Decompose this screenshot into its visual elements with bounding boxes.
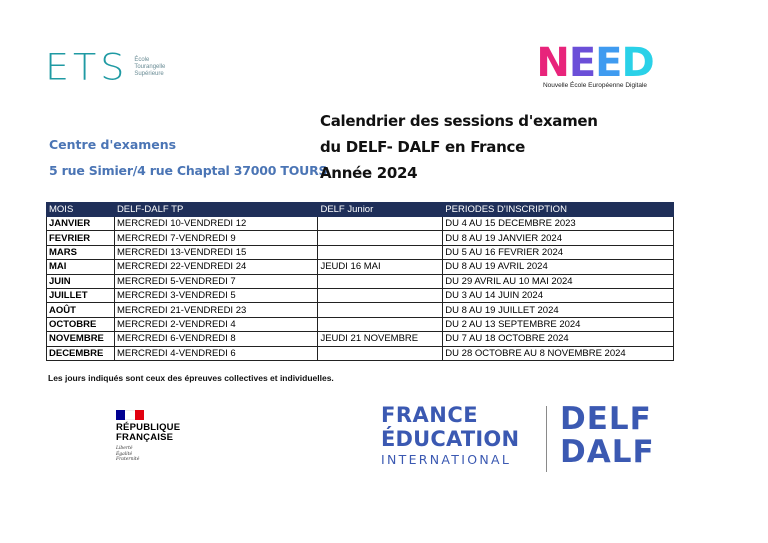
cell-delf-dalf-tp: MERCREDI 6-VENDREDI 8	[114, 332, 318, 346]
cell-month: OCTOBRE	[47, 317, 115, 331]
fei-line-3: INTERNATIONAL	[381, 452, 512, 467]
cell-inscription: DU 8 AU 19 JANVIER 2024	[443, 231, 674, 245]
cell-delf-dalf-tp: MERCREDI 21-VENDREDI 23	[114, 303, 318, 317]
cell-delf-junior	[318, 288, 443, 302]
cell-delf-junior	[318, 303, 443, 317]
cell-month: JANVIER	[47, 217, 115, 231]
title-line-2: du DELF- DALF en France	[320, 138, 525, 156]
cell-inscription: DU 29 AVRIL AU 10 MAI 2024	[443, 274, 674, 288]
cell-delf-junior	[318, 274, 443, 288]
cell-delf-dalf-tp: MERCREDI 7-VENDREDI 9	[114, 231, 318, 245]
france-education-international-logo	[381, 403, 519, 468]
table-row	[47, 245, 674, 259]
table-header-row	[47, 203, 674, 217]
cell-inscription: DU 28 OCTOBRE AU 8 NOVEMBRE 2024	[443, 346, 674, 360]
cell-delf-dalf-tp: MERCREDI 4-VENDREDI 6	[114, 346, 318, 360]
cell-delf-junior: JEUDI 21 NOVEMBRE	[318, 332, 443, 346]
cell-inscription: DU 8 AU 19 JUILLET 2024	[443, 303, 674, 317]
cell-delf-junior	[318, 231, 443, 245]
table-row	[47, 260, 674, 274]
table-row	[47, 231, 674, 245]
cell-month: MARS	[47, 245, 115, 259]
cell-delf-dalf-tp: MERCREDI 10-VENDREDI 12	[114, 217, 318, 231]
need-letter-d: D	[621, 40, 654, 86]
cell-delf-dalf-tp: MERCREDI 22-VENDREDI 24	[114, 260, 318, 274]
cell-inscription: DU 7 AU 18 OCTOBRE 2024	[443, 332, 674, 346]
cell-month: AOÛT	[47, 303, 115, 317]
header-delf-junior: DELF Junior	[318, 203, 443, 217]
cell-delf-dalf-tp: MERCREDI 3-VENDREDI 5	[114, 288, 318, 302]
table-row	[47, 317, 674, 331]
sessions-table	[46, 202, 674, 361]
table-row	[47, 303, 674, 317]
page-title	[320, 108, 598, 186]
cell-inscription: DU 5 AU 16 FEVRIER 2024	[443, 245, 674, 259]
fei-line-2: ÉDUCATION	[381, 427, 520, 451]
table-row	[47, 274, 674, 288]
rf-motto-3: Fraternité	[116, 457, 140, 462]
dalf-text: DALF	[560, 434, 655, 470]
cell-delf-dalf-tp: MERCREDI 5-VENDREDI 7	[114, 274, 318, 288]
cell-delf-dalf-tp: MERCREDI 13-VENDREDI 15	[114, 245, 318, 259]
need-letter-e2: E	[595, 40, 622, 86]
fei-line-1: FRANCE	[381, 403, 479, 427]
footnote: Les jours indiqués sont ceux des épreuves collectives et individuelles.	[48, 373, 334, 383]
rf-line-2: FRANÇAISE	[116, 432, 174, 443]
need-letter-n: N	[536, 40, 569, 86]
cell-inscription: DU 2 AU 13 SEPTEMBRE 2024	[443, 317, 674, 331]
cell-month: FEVRIER	[47, 231, 115, 245]
french-flag-icon	[116, 410, 144, 420]
rf-motto-2: Égalité	[116, 451, 133, 457]
rf-motto-1: Liberté	[116, 446, 133, 451]
table-row	[47, 346, 674, 360]
rf-line-1: RÉPUBLIQUE	[116, 422, 181, 433]
table-row	[47, 217, 674, 231]
cell-month: JUILLET	[47, 288, 115, 302]
cell-month: MAI	[47, 260, 115, 274]
cell-delf-junior	[318, 346, 443, 360]
header-periodes-inscription: PERIODES D'INSCRIPTION	[443, 203, 674, 217]
rf-motto	[116, 446, 180, 463]
title-line-1: Calendrier des sessions d'examen	[320, 112, 598, 130]
need-letter-e1: E	[568, 40, 596, 86]
cell-inscription: DU 4 AU 15 DECEMBRE 2023	[443, 217, 674, 231]
header-delf-dalf-tp: DELF-DALF TP	[114, 203, 318, 217]
header-mois: MOIS	[47, 203, 115, 217]
ets-subtitle-line3: Supérieure	[134, 70, 164, 77]
cell-month: JUIN	[47, 274, 115, 288]
exam-center-address: 5 rue Simier/4 rue Chaptal 37000 TOURS	[49, 163, 328, 178]
title-line-3: Année 2024	[320, 164, 418, 182]
cell-delf-junior: JEUDI 16 MAI	[318, 260, 443, 274]
cell-delf-junior	[318, 217, 443, 231]
republique-francaise-logo	[116, 410, 180, 463]
cell-inscription: DU 3 AU 14 JUIN 2024	[443, 288, 674, 302]
cell-month: DECEMBRE	[47, 346, 115, 360]
cell-delf-dalf-tp: MERCREDI 2-VENDREDI 4	[114, 317, 318, 331]
delf-dalf-logo	[560, 403, 655, 469]
cell-delf-junior	[318, 245, 443, 259]
ets-logo	[45, 48, 165, 86]
logo-divider	[546, 406, 547, 472]
ets-subtitle-line1: École	[134, 56, 150, 63]
table-row	[47, 332, 674, 346]
exam-center-label: Centre d'examens	[49, 137, 177, 152]
ets-logo-mark: ETS	[45, 46, 129, 88]
ets-logo-subtitle	[134, 57, 165, 78]
need-logo	[530, 40, 660, 89]
ets-subtitle-line2: Tourangelle	[134, 63, 166, 70]
need-logo-tagline: Nouvelle École Européenne Digitale	[542, 82, 648, 89]
cell-delf-junior	[318, 317, 443, 331]
cell-inscription: DU 8 AU 19 AVRIL 2024	[443, 260, 674, 274]
cell-month: NOVEMBRE	[47, 332, 115, 346]
delf-text: DELF	[560, 401, 652, 437]
table-row	[47, 288, 674, 302]
